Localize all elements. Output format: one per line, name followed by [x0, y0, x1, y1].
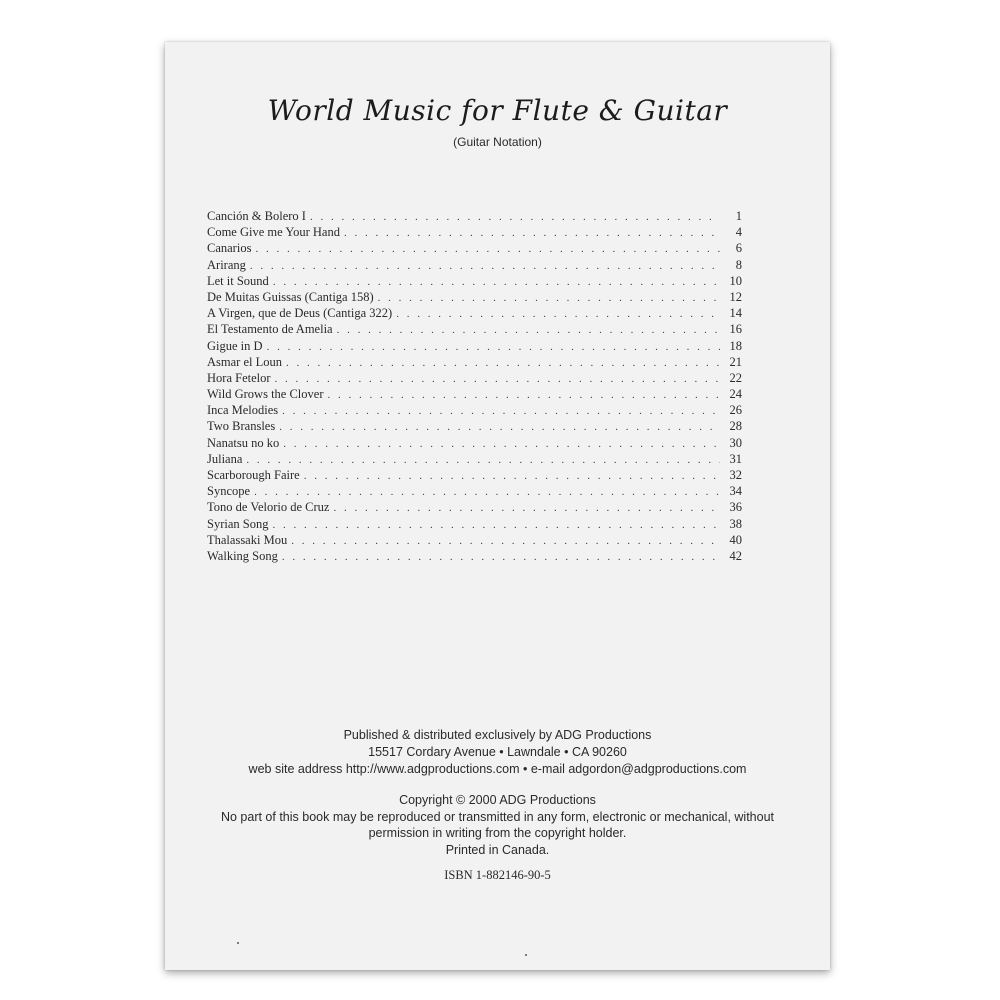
toc-entry — [207, 273, 742, 289]
toc-entry — [207, 435, 742, 451]
toc-entry-page: 28 — [729, 419, 742, 434]
toc-entry — [207, 516, 742, 532]
book-subtitle: (Guitar Notation) — [453, 135, 542, 149]
toc-leader-dots — [279, 419, 720, 435]
toc-entry-title: Hora Fetelor — [207, 370, 271, 385]
book-title: World Music for Flute & Guitar — [267, 94, 728, 127]
paper-speck — [237, 942, 239, 944]
toc-entry-title: Canción & Bolero I — [207, 209, 306, 223]
publisher-info — [165, 727, 830, 778]
toc-leader-dots — [272, 517, 720, 533]
toc-entry — [207, 483, 742, 499]
toc-leader-dots — [282, 549, 720, 565]
toc-entry — [207, 548, 742, 564]
copyright-line: Copyright © 2000 ADG Productions — [399, 793, 596, 807]
toc-entry-page: 36 — [729, 500, 742, 515]
toc-leader-dots — [267, 339, 720, 355]
toc-leader-dots — [255, 241, 720, 257]
toc-leader-dots — [275, 371, 720, 387]
toc-leader-dots — [396, 306, 720, 322]
toc-entry-page: 38 — [729, 516, 742, 531]
isbn-number: ISBN 1-882146-90-5 — [444, 868, 551, 882]
toc-entry-title: Scarborough Faire — [207, 468, 300, 482]
toc-entry-title: Arirang — [207, 257, 246, 272]
toc-leader-dots — [378, 290, 720, 306]
toc-entry-title: Juliana — [207, 451, 243, 466]
toc-entry-title: Tono de Velorio de Cruz — [207, 500, 330, 515]
toc-entry-page: 6 — [735, 241, 742, 256]
toc-entry — [207, 338, 742, 354]
toc-entry-title: Two Bransles — [207, 419, 276, 434]
table-of-contents — [207, 208, 742, 564]
toc-entry-title: Walking Song — [207, 548, 278, 563]
toc-entry-page: 10 — [729, 273, 742, 288]
toc-leader-dots — [246, 452, 720, 468]
toc-leader-dots — [344, 225, 720, 241]
toc-entry-page: 14 — [729, 306, 742, 321]
toc-entry-page: 8 — [735, 257, 742, 272]
toc-entry — [207, 240, 742, 256]
toc-entry-page: 12 — [729, 289, 742, 304]
toc-leader-dots — [250, 258, 720, 274]
toc-entry-page: 34 — [729, 484, 742, 499]
toc-entry-title: Syrian Song — [207, 516, 269, 531]
toc-entry-title: Gigue in D — [207, 338, 263, 353]
toc-entry-page: 32 — [729, 468, 742, 482]
paper-speck — [525, 954, 527, 956]
toc-leader-dots — [286, 355, 720, 371]
toc-entry-page: 24 — [729, 387, 742, 402]
toc-entry — [207, 257, 742, 273]
toc-entry-page: 40 — [729, 532, 742, 547]
toc-entry-title: Thalassaki Mou — [207, 532, 288, 547]
toc-leader-dots — [282, 403, 720, 419]
toc-entry — [207, 418, 742, 434]
toc-entry — [207, 354, 742, 370]
toc-entry — [207, 402, 742, 418]
toc-entry-page: 16 — [729, 322, 742, 337]
toc-leader-dots — [283, 436, 720, 452]
toc-entry-title: Canarios — [207, 241, 252, 256]
copyright-printed: Printed in Canada. — [445, 842, 550, 857]
book-page — [165, 42, 830, 970]
toc-entry-title: De Muitas Guissas (Cantiga 158) — [207, 289, 374, 304]
toc-entry-title: Inca Melodies — [207, 403, 279, 418]
toc-leader-dots — [310, 209, 720, 225]
copyright-notice — [165, 792, 830, 858]
toc-leader-dots — [328, 387, 721, 403]
toc-entry-page: 1 — [735, 209, 742, 223]
toc-leader-dots — [254, 484, 720, 500]
toc-entry-title: Come Give me Your Hand — [207, 225, 340, 240]
toc-leader-dots — [304, 468, 720, 484]
toc-entry — [207, 451, 742, 467]
toc-entry — [207, 289, 742, 305]
toc-leader-dots — [273, 274, 720, 290]
publisher-line: Published & distributed exclusively by ADG Productions — [343, 728, 652, 742]
toc-entry-page: 18 — [729, 338, 742, 353]
toc-entry — [207, 532, 742, 548]
toc-entry-page: 31 — [729, 451, 742, 466]
toc-entry — [207, 208, 742, 224]
toc-entry-title: Asmar el Loun — [207, 354, 282, 369]
toc-entry — [207, 467, 742, 483]
toc-entry-page: 21 — [729, 354, 742, 369]
toc-entry-page: 26 — [729, 403, 742, 418]
copyright-permission: permission in writing from the copyright holder. — [368, 826, 627, 840]
toc-entry — [207, 370, 742, 386]
toc-entry-page: 4 — [735, 225, 742, 240]
toc-entry-page: 30 — [729, 435, 742, 450]
publisher-address: 15517 Cordary Avenue • Lawndale • CA 90260 — [368, 745, 627, 759]
toc-entry — [207, 499, 742, 515]
publisher-contact: web site address http://www.adgproductions.com • e-mail adgordon@adgproductions.com — [248, 762, 747, 776]
toc-entry — [207, 305, 742, 321]
toc-leader-dots — [337, 322, 720, 338]
toc-entry-title: A Virgen, que de Deus (Cantiga 322) — [207, 306, 393, 321]
toc-entry-title: Nanatsu no ko — [207, 435, 280, 450]
toc-entry-title: Wild Grows the Clover — [207, 387, 324, 402]
toc-leader-dots — [291, 533, 720, 549]
toc-entry-page: 42 — [729, 548, 742, 563]
toc-entry-title: Syncope — [207, 484, 251, 499]
toc-entry-title: Let it Sound — [207, 273, 269, 288]
toc-entry-page: 22 — [729, 370, 742, 385]
toc-entry — [207, 224, 742, 240]
toc-entry-title: El Testamento de Amelia — [207, 322, 333, 337]
toc-entry — [207, 386, 742, 402]
toc-leader-dots — [333, 500, 720, 516]
copyright-rights: No part of this book may be reproduced or transmitted in any form, electronic or mechanical, without — [220, 809, 775, 824]
toc-entry — [207, 321, 742, 337]
